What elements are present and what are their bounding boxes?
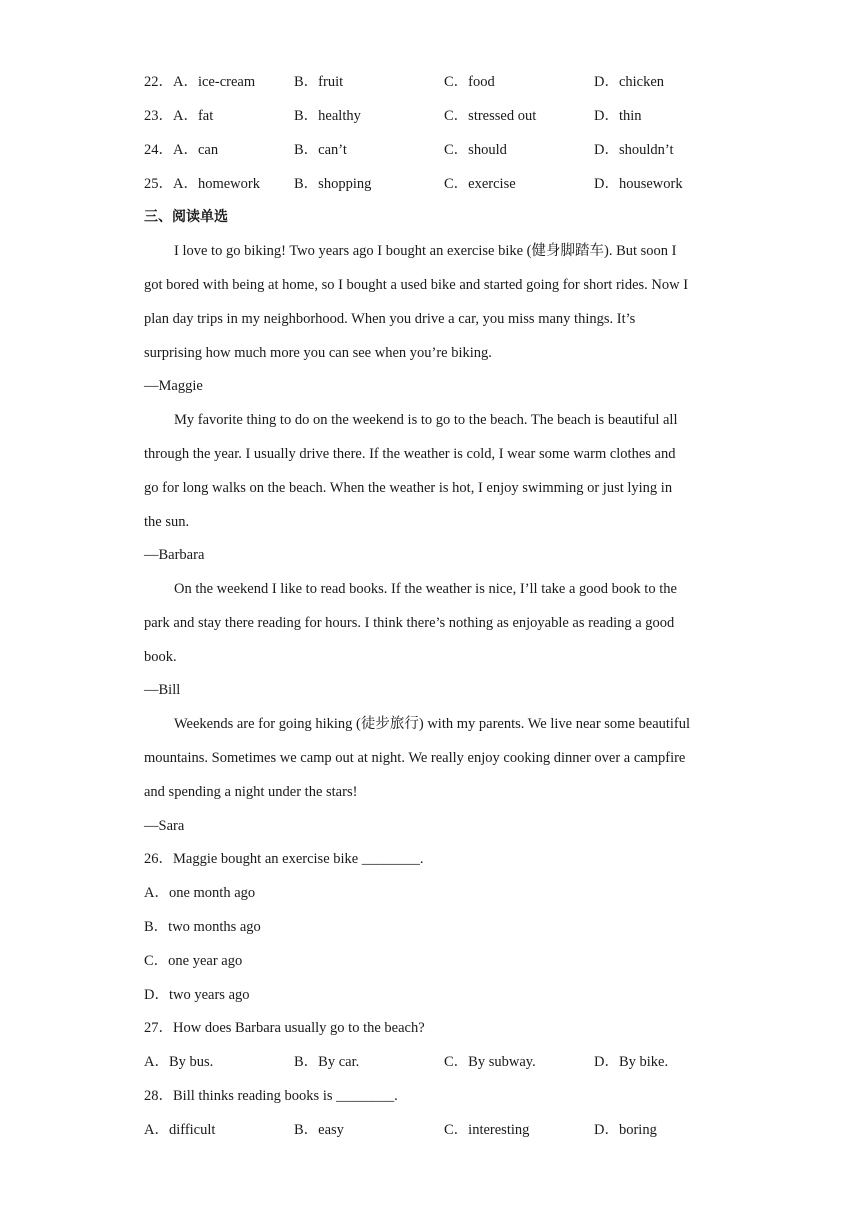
option-c: C．exercise [444,176,516,192]
option-a: A．homework [173,176,260,192]
passage-line: My favorite thing to do on the weekend is to go to the beach. The beach is beautiful all [174,412,678,428]
option-d: D．By bike. [594,1054,669,1070]
option-d: D．chicken [594,74,665,90]
option-a: A．ice-cream [173,74,256,90]
signature-maggie: —Maggie [144,378,203,394]
option-d: D．housework [594,176,683,192]
passage-line: On the weekend I like to read books. If the weather is nice, I’ll take a good book to the [174,581,677,597]
option-d: D．shouldn’t [594,142,674,158]
option-a: A．By bus. [144,1054,214,1070]
option-b: B．healthy [294,108,361,124]
option-b: B．fruit [294,74,344,90]
passage-line: plan day trips in my neighborhood. When you drive a car, you miss many things. It’s [144,311,636,327]
section-title: 三、阅读单选 [144,209,228,225]
question-number: 24． [144,142,173,158]
passage-line: park and stay there reading for hours. I think there’s nothing as enjoyable as reading a good [144,615,675,631]
option-d: D．thin [594,108,642,124]
option-b: B．easy [294,1122,344,1138]
question-26-option-c: C．one year ago [144,953,243,969]
signature-bill: —Bill [144,682,181,698]
option-b: B．shopping [294,176,372,192]
question-26-option-d: D．two years ago [144,987,250,1003]
question-26-option-b: B．two months ago [144,919,261,935]
option-a: A．difficult [144,1122,216,1138]
signature-barbara: —Barbara [144,547,205,563]
passage-line: and spending a night under the stars! [144,784,358,800]
option-b: B．By car. [294,1054,360,1070]
option-c: C．stressed out [444,108,537,124]
option-c: C．By subway. [444,1054,536,1070]
question-27-stem: 27．How does Barbara usually go to the beach? [144,1020,425,1036]
option-a: A．can [173,142,219,158]
question-26-option-a: A．one month ago [144,885,256,901]
question-26-stem: 26．Maggie bought an exercise bike ________. [144,851,424,867]
passage-line: Weekends are for going hiking (徒步旅行) with my parents. We live near some beautiful [174,716,691,732]
passage-line: I love to go biking! Two years ago I bought an exercise bike (健身脚踏车). But soon I [174,243,677,259]
passage-line: go for long walks on the beach. When the weather is hot, I enjoy swimming or just lying in [144,480,673,496]
option-c: C．food [444,74,495,90]
passage-line: got bored with being at home, so I bought a used bike and started going for short rides. Now I [144,277,689,293]
passage-line: book. [144,649,177,665]
passage-line: through the year. I usually drive there. If the weather is cold, I wear some warm clothes and [144,446,676,462]
passage-line: mountains. Sometimes we camp out at night. We really enjoy cooking dinner over a campfire [144,750,686,766]
question-28-stem: 28．Bill thinks reading books is ________. [144,1088,398,1104]
passage-line: the sun. [144,514,190,530]
option-c: C．interesting [444,1122,530,1138]
option-b: B．can’t [294,142,347,158]
option-d: D．boring [594,1122,657,1138]
passage-line: surprising how much more you can see when you’re biking. [144,345,492,361]
option-a: A．fat [173,108,214,124]
question-number: 23． [144,108,173,124]
question-number: 22． [144,74,173,90]
option-c: C．should [444,142,507,158]
question-number: 25． [144,176,173,192]
signature-sara: —Sara [144,818,185,834]
